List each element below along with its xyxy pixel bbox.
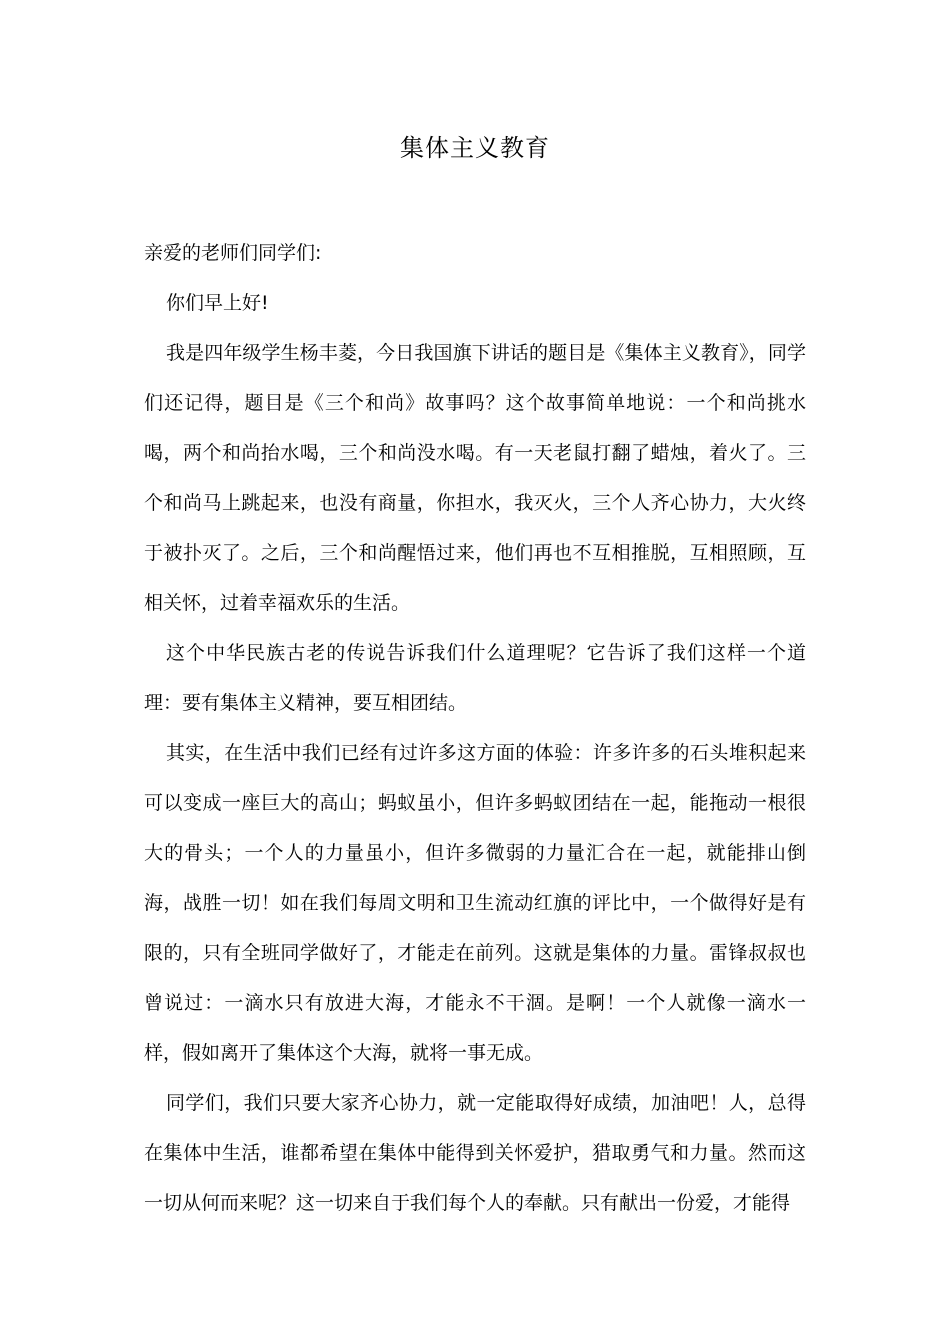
paragraph-story: 我是四年级学生杨丰菱，今日我国旗下讲话的题目是《集体主义教育》，同学们还记得，题目是《三个和尚》故事吗？这个故事简单地说：一个和尚挑水喝，两个和尚抬水喝，三个和尚没水喝。有一天老鼠打翻了蜡烛，着火了。三个和尚马上跳起来，也没有商量，你担水，我灭火，三个人齐心协力，大火终于被扑灭了。之后，三个和尚醒悟过来，他们再也不互相推脱，互相照顾，互相关怀，过着幸福欢乐的生活。 — [144, 342, 806, 614]
salutation: 亲爱的老师们同学们: — [144, 242, 322, 264]
document-title: 集体主义教育 — [400, 134, 550, 162]
paragraph-call-to-action: 同学们，我们只要大家齐心协力，就一定能取得好成绩，加油吧！人，总得在集体中生活，谁都希望在集体中能得到关怀爱护，猎取勇气和力量。然而这一切从何而来呢？这一切来自于我们每个人的奉献。只有献出一份爱，才能得 — [144, 1092, 806, 1214]
paragraph-greeting: 你们早上好! — [166, 292, 269, 314]
paragraph-experience: 其实，在生活中我们已经有过许多这方面的体验：许多许多的石头堆积起来可以变成一座巨大的高山；蚂蚁虽小，但许多蚂蚁团结在一起，能拖动一根很大的骨头；一个人的力量虽小，但许多微弱的力量汇合在一起，就能排山倒海，战胜一切！如在我们每周文明和卫生流动红旗的评比中，一个做得好是有限的，只有全班同学做好了，才能走在前列。这就是集体的力量。雷锋叔叔也曾说过：一滴水只有放进大海，才能永不干涸。是啊！一个人就像一滴水一样，假如离开了集体这个大海，就将一事无成。 — [144, 742, 806, 1064]
paragraph-lesson: 这个中华民族古老的传说告诉我们什么道理呢？它告诉了我们这样一个道理：要有集体主义精神，要互相团结。 — [144, 642, 806, 714]
document-body — [144, 228, 806, 1228]
